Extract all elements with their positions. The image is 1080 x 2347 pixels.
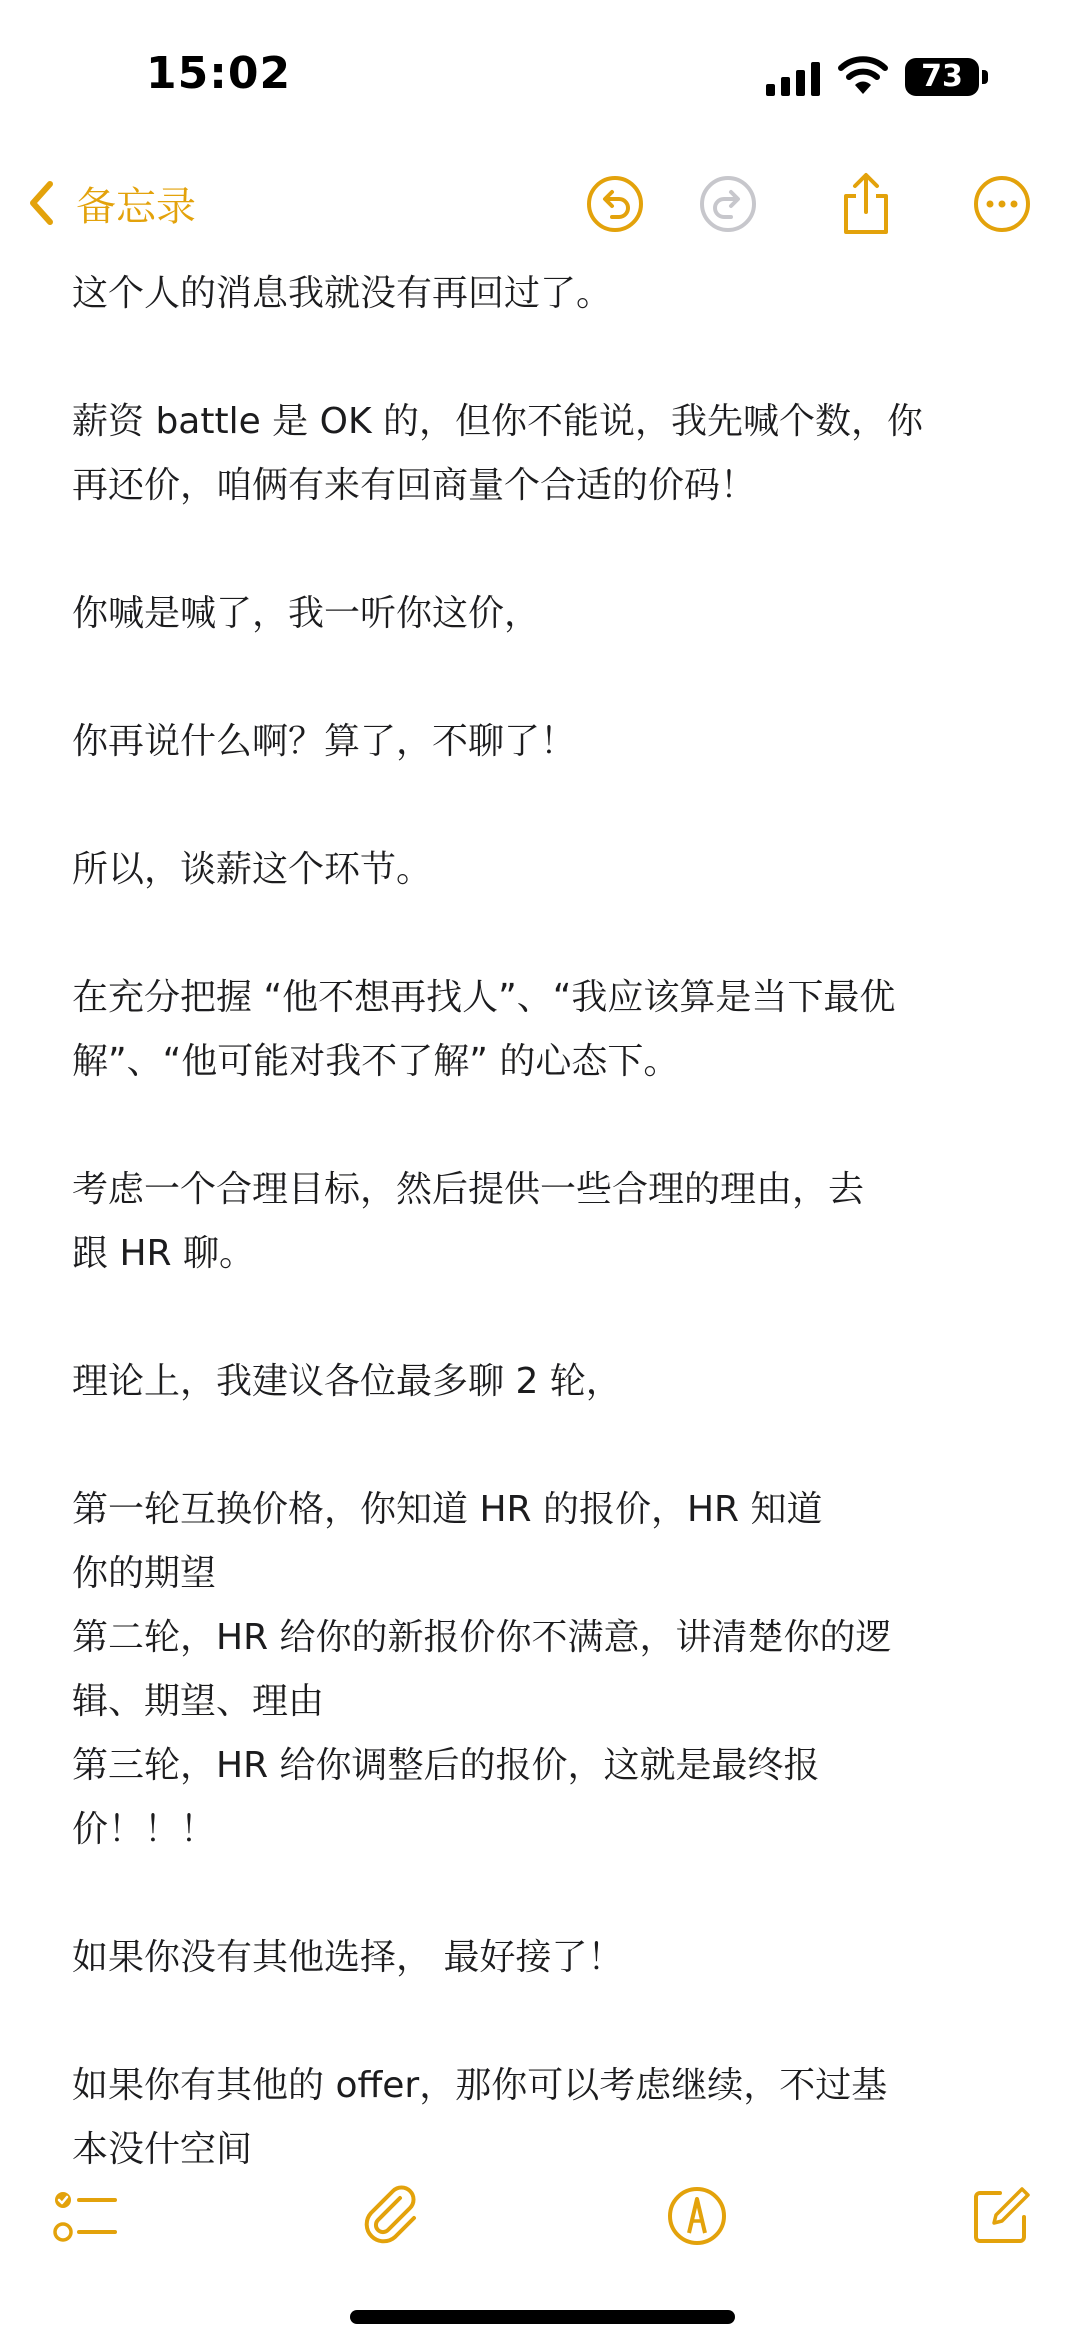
note-line: 所以，谈薪这个环节。 <box>72 849 433 890</box>
note-line <box>72 1990 1022 2054</box>
share-button[interactable] <box>824 162 908 246</box>
battery-cap <box>982 70 988 84</box>
note-line: 你再说什么啊？算了，不聊了！ <box>72 721 577 762</box>
cellular-signal-icon <box>766 62 822 96</box>
note-line: 这个人的消息我就没有再回过了。 <box>72 273 613 314</box>
note-line <box>72 518 1022 582</box>
note-line: 理论上，我建议各位最多聊 2 轮， <box>72 1361 622 1402</box>
note-line: 本没什空间 <box>72 2129 253 2170</box>
note-line: 第三轮，HR 给你调整后的报价，这就是最终报 <box>72 1745 820 1786</box>
redo-icon <box>699 175 757 233</box>
checklist-button[interactable] <box>44 2174 128 2258</box>
back-label: 备忘录 <box>76 183 196 230</box>
markup-icon <box>667 2186 727 2246</box>
navigation-bar <box>0 150 1080 260</box>
note-line <box>72 1414 1022 1478</box>
note-line: 你的期望 <box>72 1553 217 1594</box>
note-line: 考虑一个合理目标，然后提供一些合理的理由，去 <box>72 1169 865 1210</box>
attachment-icon <box>360 2184 424 2248</box>
note-line: 你喊是喊了，我一听你这价， <box>72 593 541 634</box>
note-line <box>72 774 1022 838</box>
status-bar <box>0 0 1080 150</box>
note-line: 价！！！ <box>72 1809 217 1850</box>
markup-button[interactable] <box>655 2174 739 2258</box>
compose-button[interactable] <box>959 2174 1043 2258</box>
bottom-toolbar <box>0 2160 1080 2270</box>
note-line <box>72 326 1022 390</box>
undo-icon <box>586 175 644 233</box>
note-body[interactable] <box>72 262 1022 2170</box>
chevron-left-icon <box>28 180 54 226</box>
home-indicator[interactable] <box>350 2310 735 2324</box>
note-line: 跟 HR 聊。 <box>72 1233 255 1274</box>
more-button[interactable] <box>960 162 1044 246</box>
back-button[interactable] <box>28 168 196 238</box>
note-line: 如果你有其他的 offer，那你可以考虑继续，不过基 <box>72 2065 888 2106</box>
more-icon <box>973 175 1031 233</box>
note-line <box>72 1286 1022 1350</box>
note-line <box>72 1094 1022 1158</box>
note-line: 再还价，咱俩有来有回商量个合适的价码！ <box>72 465 757 506</box>
undo-button[interactable] <box>573 162 657 246</box>
note-line: 第一轮互换价格，你知道 HR 的报价，HR 知道 <box>72 1489 823 1530</box>
note-line: 在充分把握 “他不想再找人”、“我应该算是当下最优 <box>72 977 896 1018</box>
battery-indicator: 73 <box>905 58 979 96</box>
note-line <box>72 1862 1022 1926</box>
note-line: 薪资 battle 是 OK 的，但你不能说，我先喊个数，你 <box>72 401 924 442</box>
note-line <box>72 646 1022 710</box>
note-line: 辑、期望、理由 <box>72 1681 325 1722</box>
redo-button[interactable] <box>686 162 770 246</box>
checklist-icon <box>53 2187 119 2245</box>
note-line: 第二轮，HR 给你的新报价你不满意，讲清楚你的逻 <box>72 1617 892 1658</box>
wifi-icon <box>838 56 888 96</box>
note-line <box>72 902 1022 966</box>
attachment-button[interactable] <box>350 2174 434 2258</box>
status-time: 15:02 <box>146 48 292 99</box>
compose-icon <box>970 2185 1032 2247</box>
note-line: 如果你没有其他选择， 最好接了！ <box>72 1937 624 1978</box>
share-icon <box>838 172 894 236</box>
note-line: 解”、“他可能对我不了解” 的心态下。 <box>72 1041 680 1082</box>
